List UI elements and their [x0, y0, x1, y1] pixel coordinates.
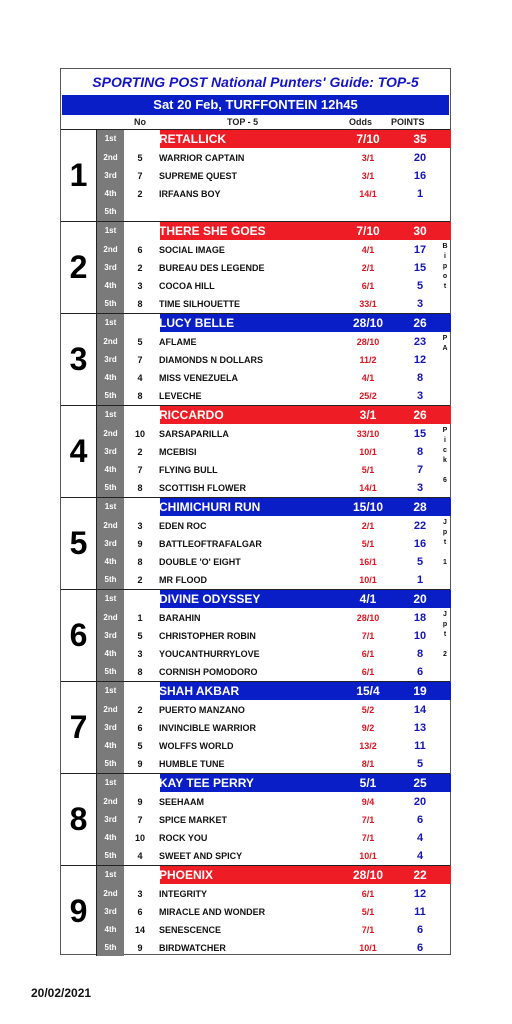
runner-row: [97, 167, 450, 185]
runner-points: 25: [413, 776, 427, 790]
runner-points: 14: [413, 704, 427, 716]
side-note: P A: [442, 335, 448, 352]
runner-row: [97, 479, 450, 497]
top-pick-row: [97, 498, 450, 516]
runner-name: SHAH AKBAR: [159, 684, 240, 698]
position-label: 3rd: [104, 171, 117, 180]
runner-number: 8: [137, 557, 143, 567]
runner-row: [97, 719, 450, 737]
runner-odds: 4/1: [361, 373, 375, 383]
runner-points: 6: [416, 666, 424, 678]
runner-odds: 7/1: [361, 833, 375, 843]
position-label: 2nd: [103, 337, 118, 346]
position-label: 3rd: [104, 723, 117, 732]
top-pick-row: [97, 774, 450, 792]
position-label: 5th: [104, 299, 117, 308]
col-header-points: POINTS: [391, 117, 425, 127]
runner-points: 18: [413, 612, 427, 624]
position-label: 1st: [104, 134, 117, 143]
race-number: 3: [61, 314, 97, 405]
runner-row: [97, 185, 450, 203]
runner-name: SEEHAAM: [159, 797, 205, 807]
runner-odds: 28/10: [356, 337, 380, 347]
runner-odds: 5/1: [361, 907, 375, 917]
runner-number: 1: [136, 684, 144, 698]
runner-row: [97, 295, 450, 313]
runner-name: INTEGRITY: [159, 889, 208, 899]
runner-row: [97, 241, 450, 259]
position-label: 1st: [104, 778, 117, 787]
top-pick-row: [97, 130, 450, 148]
col-header-no: No: [134, 117, 146, 127]
runner-name: AFLAME: [159, 337, 197, 347]
runner-points: 7: [416, 464, 424, 476]
runner-odds: 28/10: [352, 868, 384, 882]
runner-odds: 33/10: [356, 429, 380, 439]
runner-number: 4: [137, 851, 143, 861]
race-block: [61, 221, 450, 313]
runner-row: [97, 829, 450, 847]
runner-name: PUERTO MANZANO: [159, 705, 245, 715]
runner-odds: 5/1: [361, 465, 375, 475]
meeting-subtitle: Sat 20 Feb, TURFFONTEIN 12h45: [62, 95, 449, 115]
runner-odds: 8/1: [361, 759, 375, 769]
race-number: 5: [61, 498, 97, 589]
race-number: 6: [61, 590, 97, 681]
runner-number: 4: [137, 373, 143, 383]
side-note: J p t 1: [442, 519, 448, 566]
runner-number: 14: [134, 925, 145, 935]
race-number: 2: [61, 222, 97, 313]
runner-name: SPICE MARKET: [159, 815, 228, 825]
runner-row: [97, 387, 450, 405]
runner-row: [97, 847, 450, 865]
position-label: 4th: [104, 925, 117, 934]
runner-number: 5: [137, 153, 143, 163]
runner-odds: 28/10: [352, 316, 384, 330]
runner-number: 7: [137, 815, 143, 825]
position-label: 5th: [104, 575, 117, 584]
runner-name: CHRISTOPHER ROBIN: [159, 631, 256, 641]
col-header-top5: TOP - 5: [227, 117, 259, 127]
runner-name: KAY TEE PERRY: [159, 776, 254, 790]
runner-number: 2: [137, 447, 143, 457]
side-note: P i c k 6: [442, 427, 448, 484]
runner-points: 15: [413, 262, 427, 274]
runner-points: 10: [413, 630, 427, 642]
race-number: 9: [61, 866, 97, 956]
runner-points: 16: [413, 538, 427, 550]
runner-number: 7: [137, 465, 143, 475]
position-label: 1st: [104, 318, 117, 327]
runner-number: 7: [136, 224, 144, 238]
runner-points: 35: [413, 132, 427, 146]
position-label: 5th: [104, 667, 117, 676]
runner-points: 13: [413, 722, 427, 734]
runner-number: 8: [137, 483, 143, 493]
position-label: 1st: [104, 870, 117, 879]
position-label: 2nd: [103, 613, 118, 622]
race-block: [61, 313, 450, 405]
runner-odds: 7/1: [361, 815, 375, 825]
runner-points: 1: [416, 574, 424, 586]
runner-odds: 28/10: [356, 613, 380, 623]
runner-points: 20: [413, 152, 427, 164]
runner-odds: 10/1: [359, 575, 377, 585]
runner-name: SWEET AND SPICY: [159, 851, 243, 861]
position-label: 5th: [104, 759, 117, 768]
runner-number: 2: [137, 263, 143, 273]
race-number: 7: [61, 682, 97, 773]
top-pick-row: [97, 682, 450, 700]
top-pick-row: [97, 222, 450, 240]
column-headers: [61, 115, 450, 129]
position-label: 5th: [104, 483, 117, 492]
runner-points: 26: [413, 316, 427, 330]
runner-number: 5: [137, 741, 143, 751]
runner-name: SUPREME QUEST: [159, 171, 238, 181]
runner-row: [97, 755, 450, 773]
runner-name: COCOA HILL: [159, 281, 215, 291]
position-label: 4th: [104, 833, 117, 842]
runner-name: MIRACLE AND WONDER: [159, 907, 266, 917]
runner-points: 6: [416, 814, 424, 826]
runner-points: 19: [413, 684, 427, 698]
runner-row: [97, 627, 450, 645]
footer-date: 20/02/2021: [31, 986, 92, 1000]
runner-name: HUMBLE TUNE: [159, 759, 225, 769]
runner-points: 20: [413, 796, 427, 808]
runner-name: RICCARDO: [159, 408, 224, 422]
race-block: [61, 589, 450, 681]
runner-row: [97, 535, 450, 553]
runner-odds: 3/1: [359, 408, 377, 422]
runner-number: 9: [137, 539, 143, 549]
runner-odds: 7/10: [356, 224, 380, 238]
runner-odds: 15/10: [352, 500, 384, 514]
position-label: 4th: [104, 649, 117, 658]
runner-name: LUCY BELLE: [159, 316, 235, 330]
races-table: [61, 129, 450, 956]
runner-number: 8: [136, 776, 144, 790]
runner-points: 6: [416, 942, 424, 954]
runner-number: 9: [137, 943, 143, 953]
position-label: 5th: [104, 943, 117, 952]
race-block: [61, 405, 450, 497]
runner-odds: 6/1: [361, 889, 375, 899]
runner-points: 26: [413, 408, 427, 422]
position-label: 5th: [104, 851, 117, 860]
runner-name: CORNISH POMODORO: [159, 667, 258, 677]
runner-odds: 15/4: [356, 684, 380, 698]
runner-row: [97, 259, 450, 277]
runner-row: [97, 425, 450, 443]
runner-points: 11: [414, 906, 426, 918]
runner-odds: 4/1: [361, 245, 375, 255]
runner-number: 2: [137, 189, 143, 199]
runner-points: 5: [416, 758, 424, 770]
runner-odds: 7/1: [361, 925, 375, 935]
position-label: 1st: [104, 686, 117, 695]
runner-name: PHOENIX: [159, 868, 214, 882]
runner-number: 4: [136, 868, 144, 882]
runner-number: 1: [136, 500, 144, 514]
runner-name: BATTLEOFTRAFALGAR: [159, 539, 262, 549]
runner-points: 30: [413, 224, 427, 238]
runner-name: CHIMICHURI RUN: [159, 500, 261, 514]
runner-number: 2: [137, 705, 143, 715]
side-note: J p t 2: [442, 611, 448, 658]
runner-row: [97, 663, 450, 681]
position-label: 3rd: [104, 631, 117, 640]
runner-odds: 11/2: [359, 355, 377, 365]
runner-points: 8: [416, 648, 424, 660]
runner-number: 3: [136, 132, 144, 146]
runner-points: 20: [413, 592, 427, 606]
top-pick-row: [97, 866, 450, 884]
runner-name: ROCK YOU: [159, 833, 208, 843]
runner-number: 8: [137, 667, 143, 677]
position-label: 2nd: [103, 797, 118, 806]
runner-number: 5: [137, 337, 143, 347]
runner-name: LEVECHE: [159, 391, 202, 401]
position-label: 1st: [104, 502, 117, 511]
runner-row: [97, 571, 450, 589]
runner-points: 6: [416, 924, 424, 936]
position-label: 3rd: [104, 907, 117, 916]
runner-points: 3: [416, 482, 424, 494]
punters-guide-sheet: [60, 68, 451, 955]
position-label: 2nd: [103, 521, 118, 530]
runner-name: SENESCENCE: [159, 925, 222, 935]
runner-odds: 9/4: [361, 797, 375, 807]
runner-name: SARSAPARILLA: [159, 429, 229, 439]
position-label: 3rd: [104, 447, 117, 456]
runner-odds: 6/1: [361, 281, 375, 291]
race-block: [61, 497, 450, 589]
runner-odds: 25/2: [359, 391, 377, 401]
position-label: 3rd: [104, 355, 117, 364]
runner-odds: 3/1: [361, 153, 375, 163]
page-title: SPORTING POST National Punters' Guide: TOP-5: [92, 74, 419, 90]
side-note: B i p o t: [442, 243, 448, 290]
top-pick-row: [97, 590, 450, 608]
runner-row: [97, 369, 450, 387]
runner-points: 3: [416, 298, 424, 310]
runner-odds: 14/1: [359, 189, 377, 199]
runner-row: [97, 149, 450, 167]
runner-row: [97, 939, 450, 957]
runner-odds: 6/1: [361, 649, 375, 659]
runner-row: [97, 903, 450, 921]
runner-odds: 10/1: [359, 851, 377, 861]
runner-row: [97, 885, 450, 903]
runner-number: 1: [136, 316, 144, 330]
race-block: [61, 681, 450, 773]
position-label: 2nd: [103, 245, 118, 254]
runner-name: BARAHIN: [159, 613, 201, 623]
runner-points: 5: [416, 556, 424, 568]
runner-name: IRFAANS BOY: [159, 189, 221, 199]
race-block: [61, 129, 450, 221]
position-label: 3rd: [104, 539, 117, 548]
runner-points: 16: [413, 170, 427, 182]
runner-row: [97, 517, 450, 535]
position-label: 1st: [104, 410, 117, 419]
runner-name: MCEBISI: [159, 447, 197, 457]
runner-odds: 13/2: [359, 741, 377, 751]
position-label: 2nd: [103, 889, 118, 898]
runner-name: BUREAU DES LEGENDE: [159, 263, 265, 273]
runner-points: 23: [413, 336, 427, 348]
position-label: 4th: [104, 189, 117, 198]
runner-odds: 5/2: [361, 705, 375, 715]
runner-points: 1: [416, 188, 424, 200]
runner-number: 8: [137, 299, 143, 309]
position-label: 5th: [104, 207, 117, 216]
position-label: 1st: [104, 594, 117, 603]
runner-number: 10: [134, 833, 145, 843]
runner-number: 7: [137, 171, 143, 181]
runner-odds: 33/1: [359, 299, 377, 309]
runner-odds: 10/1: [359, 447, 377, 457]
position-label: 4th: [104, 465, 117, 474]
race-number: 1: [61, 130, 97, 221]
runner-number: 3: [137, 649, 143, 659]
runner-row: [97, 609, 450, 627]
runner-number: 6: [137, 723, 143, 733]
runner-odds: 6/1: [361, 667, 375, 677]
runner-points: 4: [416, 832, 424, 844]
runner-row: [97, 553, 450, 571]
runner-number: 1: [137, 613, 143, 623]
runner-number: 1: [136, 408, 144, 422]
runner-odds: 10/1: [359, 943, 377, 953]
race-block: [61, 773, 450, 865]
runner-name: SOCIAL IMAGE: [159, 245, 225, 255]
runner-row: [97, 793, 450, 811]
runner-number: 2: [137, 575, 143, 585]
position-label: 4th: [104, 741, 117, 750]
runner-number: 9: [137, 759, 143, 769]
runner-row: [97, 645, 450, 663]
runner-row: [97, 701, 450, 719]
runner-name: THERE SHE GOES: [159, 224, 266, 238]
position-label: 3rd: [104, 815, 117, 824]
runner-number: 3: [137, 281, 143, 291]
runner-name: YOUCANTHURRYLOVE: [159, 649, 260, 659]
runner-number: 3: [137, 889, 143, 899]
runner-name: DIAMONDS N DOLLARS: [159, 355, 263, 365]
runner-row: [97, 921, 450, 939]
runner-name: MISS VENEZUELA: [159, 373, 239, 383]
runner-number: 6: [137, 907, 143, 917]
position-label: 2nd: [103, 705, 118, 714]
position-label: 3rd: [104, 263, 117, 272]
runner-points: 4: [416, 850, 424, 862]
runner-odds: 9/2: [361, 723, 375, 733]
runner-name: SCOTTISH FLOWER: [159, 483, 246, 493]
position-label: 4th: [104, 373, 117, 382]
runner-name: EDEN ROC: [159, 521, 207, 531]
runner-points: 8: [416, 372, 424, 384]
position-label: 4th: [104, 557, 117, 566]
position-label: 4th: [104, 281, 117, 290]
runner-odds: 16/1: [359, 557, 377, 567]
runner-name: WARRIOR CAPTAIN: [159, 153, 245, 163]
top-pick-row: [97, 406, 450, 424]
runner-number: 3: [137, 521, 143, 531]
runner-row: [97, 277, 450, 295]
runner-points: 17: [413, 244, 427, 256]
runner-number: 5: [137, 631, 143, 641]
runner-name: DOUBLE 'O' EIGHT: [159, 557, 241, 567]
runner-row: [97, 737, 450, 755]
runner-row: [97, 461, 450, 479]
runner-name: MR FLOOD: [159, 575, 207, 585]
runner-row: [97, 333, 450, 351]
runner-name: FLYING BULL: [159, 465, 218, 475]
runner-name: RETALLICK: [159, 132, 227, 146]
runner-odds: 2/1: [361, 263, 375, 273]
runner-number: 10: [134, 429, 145, 439]
runner-odds: 5/1: [359, 776, 377, 790]
race-block: [61, 865, 450, 956]
runner-odds: 7/10: [356, 132, 380, 146]
runner-points: 15: [413, 428, 427, 440]
col-header-odds: Odds: [349, 117, 373, 127]
runner-odds: 4/1: [359, 592, 377, 606]
runner-number: 6: [137, 245, 143, 255]
runner-number: 8: [137, 391, 143, 401]
runner-odds: 3/1: [361, 171, 375, 181]
position-label: 2nd: [103, 429, 118, 438]
runner-odds: 7/1: [361, 631, 375, 641]
runner-points: 8: [416, 446, 424, 458]
runner-row: [97, 351, 450, 369]
runner-odds: 2/1: [361, 521, 375, 531]
runner-points: 12: [413, 888, 427, 900]
top-pick-row: [97, 314, 450, 332]
runner-row: [97, 811, 450, 829]
runner-points: 12: [413, 354, 427, 366]
runner-number: 7: [137, 355, 143, 365]
runner-points: 3: [416, 390, 424, 402]
runner-name: DIVINE ODYSSEY: [159, 592, 261, 606]
race-number: 8: [61, 774, 97, 865]
runner-name: INVINCIBLE WARRIOR: [159, 723, 257, 733]
runner-name: TIME SILHOUETTE: [159, 299, 240, 309]
runner-odds: 14/1: [359, 483, 377, 493]
runner-odds: 5/1: [361, 539, 375, 549]
runner-points: 22: [413, 868, 427, 882]
position-label: 1st: [104, 226, 117, 235]
runner-points: 5: [416, 280, 424, 292]
runner-points: 28: [413, 500, 427, 514]
position-label: 5th: [104, 391, 117, 400]
runner-name: WOLFFS WORLD: [159, 741, 234, 751]
runner-points: 22: [413, 520, 427, 532]
runner-row: [97, 203, 450, 221]
runner-points: 11: [414, 740, 426, 752]
runner-number: 2: [136, 592, 144, 606]
runner-name: BIRDWATCHER: [159, 943, 226, 953]
race-number: 4: [61, 406, 97, 497]
runner-number: 9: [137, 797, 143, 807]
position-label: 2nd: [103, 153, 118, 162]
runner-row: [97, 443, 450, 461]
